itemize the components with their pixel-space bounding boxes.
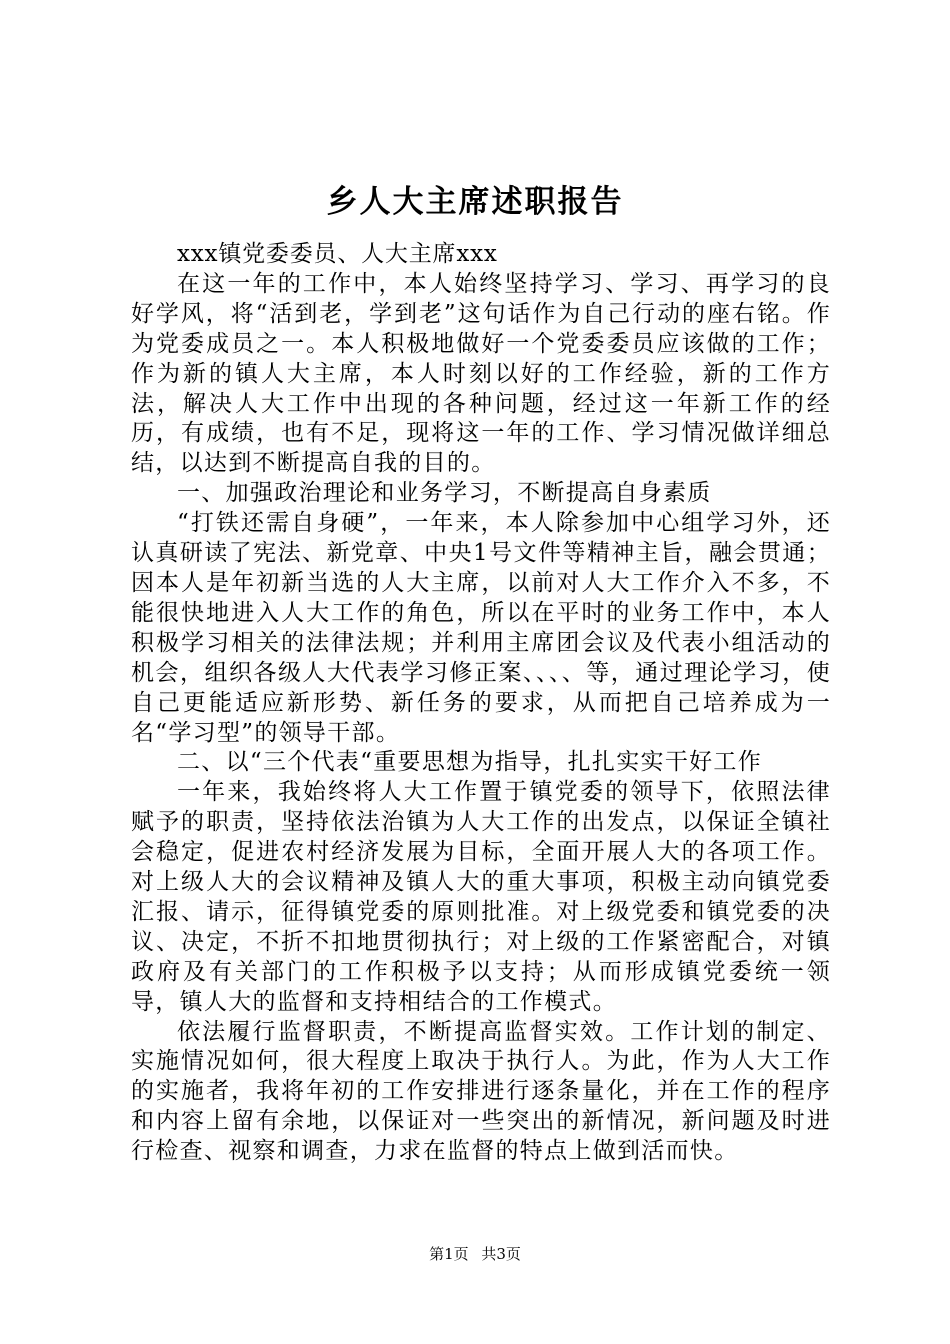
page-number: 第1页	[429, 1245, 469, 1263]
document-title: 乡人大主席述职报告	[326, 184, 624, 220]
page-footer	[0, 1244, 950, 1264]
paragraph-work: 一年来，我始终将人大工作置于镇党委的领导下，依照法律赋予的职责，坚持依法治镇为人大工作的出发点，以保证全镇社会稳定，促进农村经济发展为目标，全面开展人大的各项工作。对上级人大的会议精神及镇人大的重大事项，积极主动向镇党委汇报、请示，征得镇党委的原则批准。对上级党委和镇党委的决议、决定，不折不扣地贯彻执行；对上级的工作紧密配合，对镇政府及有关部门的工作积极予以支持；从而形成镇党委统一领导，镇人大的监督和支持相结合的工作模式。	[131, 779, 831, 1015]
paragraph-study: “打铁还需自身硬”，一年来，本人除参加中心组学习外，还认真研读了宪法、新党章、中央1号文件等精神主旨，融会贯通；因本人是年初新当选的人大主席，以前对人大工作介入不多，不能很快地进入人大工作的角色，所以在平时的业务工作中，本人积极学习相关的法律法规；并利用主席团会议及代表小组活动的机会，组织各级人大代表学习修正案、、、、等，通过理论学习，使自己更能适应新形势、新任务的要求，从而把自己培养成为一名“学习型”的领导干部。	[131, 510, 831, 746]
section-heading-1: 一、加强政治理论和业务学习，不断提高自身素质	[177, 480, 712, 507]
page-total: 共3页	[481, 1245, 521, 1263]
paragraph-intro: 在这一年的工作中，本人始终坚持学习、学习、再学习的良好学风，将“活到老，学到老”这句话作为自己行动的座右铭。作为党委成员之一。本人积极地做好一个党委委员应该做的工作；作为新的镇人大主席，本人时刻以好的工作经验，新的工作方法，解决人大工作中出现的各种问题，经过这一年新工作的经历，有成绩，也有不足，现将这一年的工作、学习情况做详细总结，以达到不断提高自我的目的。	[131, 270, 831, 477]
author-line: xxx镇党委委员、人大主席xxx	[177, 241, 498, 267]
paragraph-supervision: 依法履行监督职责，不断提高监督实效。工作计划的制定、实施情况如何，很大程度上取决于执行人。为此，作为人大工作的实施者，我将年初的工作安排进行逐条量化，并在工作的程序和内容上留有余地，以保证对一些突出的新情况，新问题及时进行检查、视察和调查，力求在监督的特点上做到活而快。	[131, 1018, 831, 1165]
section-heading-2: 二、以“三个代表“重要思想为指导，扎扎实实干好工作	[177, 749, 763, 776]
document-body	[131, 240, 831, 1167]
